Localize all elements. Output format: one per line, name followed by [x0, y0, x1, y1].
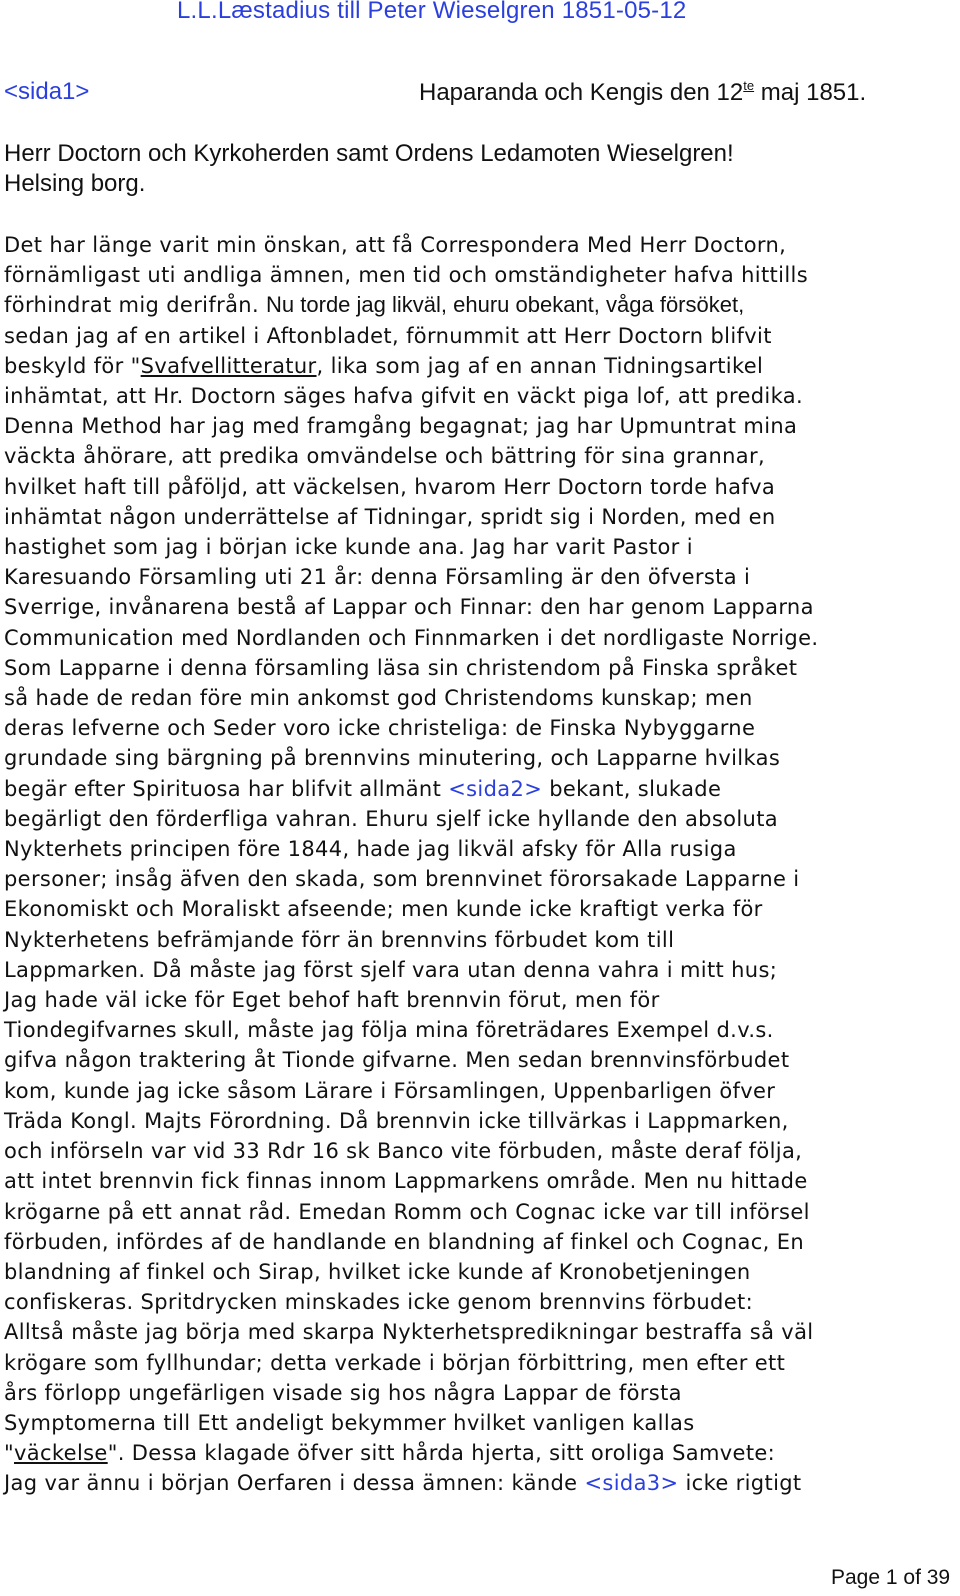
body-line [4, 774, 959, 804]
address-line: Herr Doctorn och Kyrkoherden samt Ordens Ledamoten Wieselgren! [4, 140, 734, 167]
body-line: blandning af finkel och Sirap, hvilket icke kunde af Kronobetjeningen [4, 1259, 751, 1284]
body-line: krögare som fyllhundar; detta verkade i början förbittring, men efter ett [4, 1350, 786, 1375]
body-line: att intet brennvin fick finnas innom Lappmarkens område. Men nu hittade [4, 1169, 808, 1194]
letter-header [0, 75, 960, 107]
body-line: Nykterhetens befrämjande förr än brennvins förbudet kom till [4, 927, 675, 952]
letter-body [4, 230, 959, 1499]
body-segment: icke rigtigt [678, 1471, 802, 1496]
body-line: confiskeras. Spritdrycken minskades icke genom brennvins förbudet: [4, 1290, 754, 1315]
body-line: Jag hade väl icke för Eget behof haft brennvin förut, men för [4, 988, 660, 1013]
page-marker: <sida1> [4, 78, 90, 105]
body-line: hastighet som jag i början icke kunde ana. Jag har varit Pastor i [4, 535, 693, 560]
body-line: Denna Method har jag med framgång begagnat; jag har Upmuntrat mina [4, 414, 798, 439]
body-line [4, 1438, 959, 1468]
page-marker: <sida3> [584, 1471, 679, 1496]
body-line: Tiondegifvarnes skull, måste jag följa mina företrädares Exempel d.v.s. [4, 1018, 774, 1043]
body-line: inhämtat någon underrättelse af Tidningar, spridt sig i Norden, med en [4, 504, 776, 529]
body-line: krögarne på ett annat råd. Emedan Romm och Cognac icke var till införsel [4, 1199, 810, 1224]
body-line: gifva någon traktering åt Tionde gifvarne. Men sedan brennvinsförbudet [4, 1048, 790, 1073]
body-segment: Nu torde jag likväl, ehuru obekant, våga försöket, [266, 292, 745, 318]
body-line: förbuden, infördes af de handlande en blandning af finkel och Cognac, En [4, 1229, 804, 1254]
body-line: Karesuando Församling uti 21 år: denna Församling är den öfversta i [4, 565, 751, 590]
body-segment: begär efter Spirituosa har blifvit allmänt [4, 776, 449, 801]
body-line: personer; insåg äfven den skada, som brennvinet förorsakade Lapparne i [4, 867, 800, 892]
body-line: Nykterhets principen före 1844, hade jag likväl afsky för Alla rusiga [4, 837, 737, 862]
body-line: års förlopp ungefärligen visade sig hos några Lappar de första [4, 1380, 682, 1405]
body-line: väckta åhörare, att predika omvändelse och bättring för sina grannar, [4, 444, 766, 469]
body-segment: förhindrat mig derifrån. [4, 293, 267, 318]
body-line: Symptomerna till Ett andeligt bekymmer hvilket vanligen kallas [4, 1410, 695, 1435]
letter-date [419, 78, 866, 107]
body-line: Communication med Nordlanden och Finnmarken i det nordligaste Norrige. [4, 625, 819, 650]
date-prefix: Haparanda och Kengis den 12 [419, 79, 744, 106]
body-line [4, 290, 959, 320]
body-segment: ". Dessa klagade öfver sitt hårda hjerta, sitt oroliga Samvete: [107, 1441, 776, 1466]
body-segment: Jag var ännu i början Oerfaren i dessa ämnen: kände [4, 1471, 585, 1496]
body-line: förnämligast uti andliga ämnen, men tid och omständigheter hafva hittills [4, 263, 808, 288]
body-line: Sverrige, invånarena bestå af Lappar och Finnar: den har genom Lapparna [4, 595, 814, 620]
body-line: sedan jag af en artikel i Aftonbladet, förnummit att Herr Doctorn blifvit [4, 323, 772, 348]
body-line: Lappmarken. Då måste jag först sjelf vara utan denna vahra i mitt hus; [4, 957, 778, 982]
body-line: kom, kunde jag icke såsom Lärare i Församlingen, Uppenbarligen öfver [4, 1078, 776, 1103]
body-line: Ekonomiskt och Moraliskt afseende; men kunde icke kraftigt verka för [4, 897, 763, 922]
document-title[interactable]: L.L.Læstadius till Peter Wieselgren 1851-05-12 [177, 0, 687, 24]
underlined-term: Svafvellitteratur [140, 353, 317, 378]
date-suffix: maj 1851. [754, 79, 867, 106]
body-segment: bekant, slukade [542, 776, 722, 801]
body-line: begärligt den förderfliga vahran. Ehuru sjelf icke hyllande den absoluta [4, 806, 778, 831]
body-line: deras lefverne och Seder voro icke christeliga: de Finska Nybyggarne [4, 716, 756, 741]
body-line: Som Lapparne i denna församling läsa sin christendom på Finska språket [4, 655, 798, 680]
body-segment: " [4, 1441, 15, 1466]
body-line: hvilket haft till påföljd, att väckelsen, hvarom Herr Doctorn torde hafva [4, 474, 776, 499]
body-line: grundade sing bärgning på brennvins minutering, och Lapparne hvilkas [4, 746, 781, 771]
body-line: så hade de redan före min ankomst god Christendoms kunskap; men [4, 686, 753, 711]
underlined-term: väckelse [14, 1441, 108, 1466]
body-line: inhämtat, att Hr. Doctorn säges hafva gifvit en väckt piga lof, att predika. [4, 384, 803, 409]
body-line [4, 351, 959, 381]
body-line [4, 1468, 959, 1498]
letter-address [4, 139, 734, 199]
body-segment: beskyld för " [4, 353, 141, 378]
body-line: Träda Kongl. Majts Förordning. Då brennvin icke tillvärkas i Lappmarken, [4, 1108, 789, 1133]
body-segment: , lika som jag af en annan Tidningsartikel [316, 353, 764, 378]
page-indicator: Page 1 of 39 [831, 1566, 951, 1589]
body-line: och införseln var vid 33 Rdr 16 sk Banco vite förbuden, måste deraf följa, [4, 1139, 803, 1164]
body-line: Det har länge varit min önskan, att få Correspondera Med Herr Doctorn, [4, 233, 787, 257]
page-marker: <sida2> [448, 776, 543, 801]
date-ordinal: te [743, 78, 755, 93]
address-line: Helsing borg. [4, 170, 146, 197]
body-line: Alltså måste jag börja med skarpa Nykterhetspredikningar bestraffa så väl [4, 1320, 814, 1345]
